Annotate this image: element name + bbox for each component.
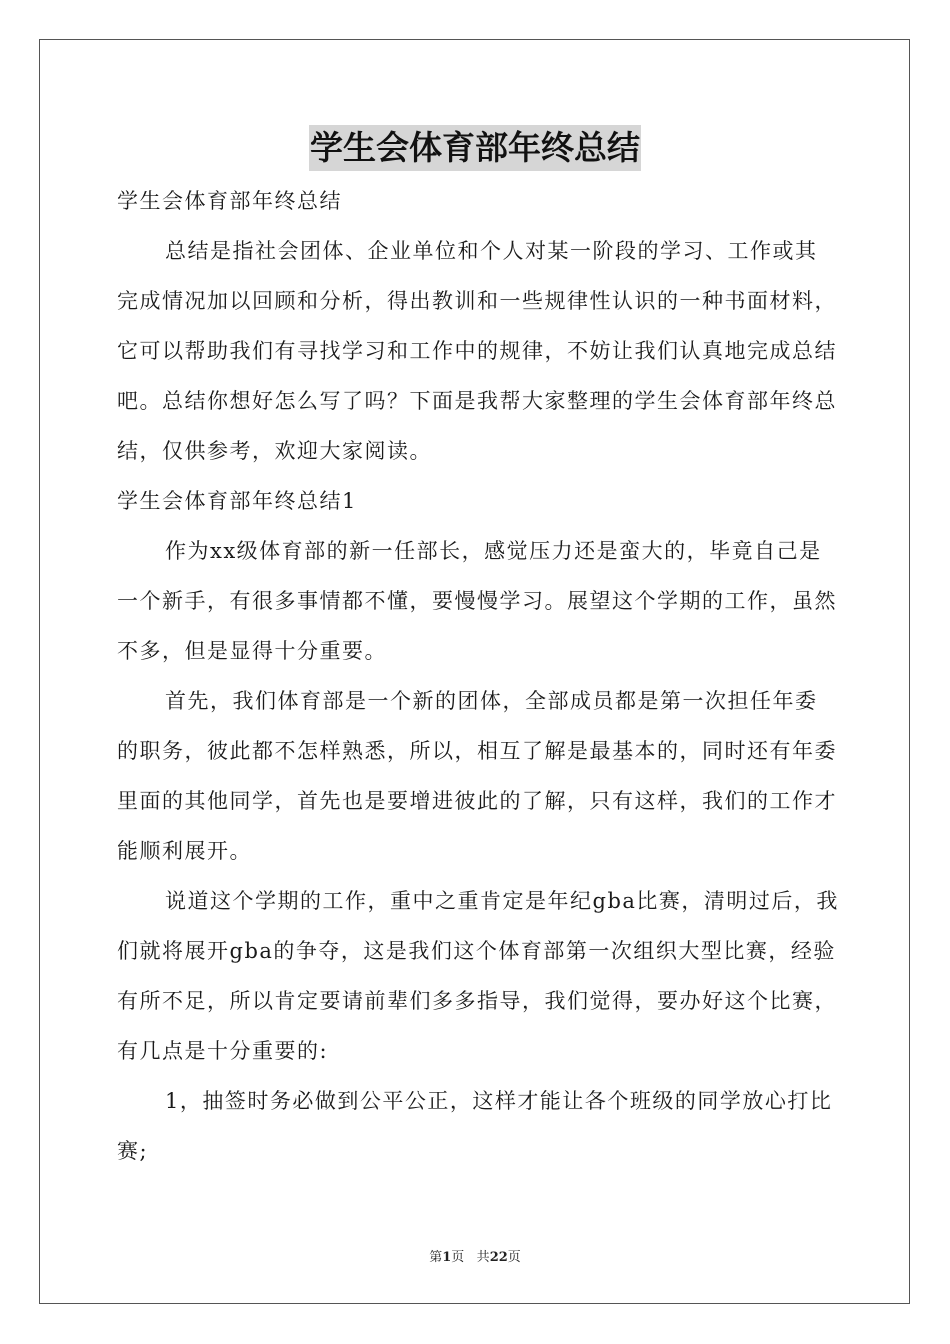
total-pages: 22 [489,1250,508,1265]
page-number: 1 [442,1250,452,1265]
page-prefix: 第 [429,1250,443,1265]
total-suffix: 页 [507,1250,521,1265]
body-paragraph: 首先，我们体育部是一个新的团体，全部成员都是第一次担任年委的职务，彼此都不怎样熟悉，所以，相互了解是最基本的，同时还有年委里面的其他同学，首先也是要增进彼此的了解，只有这样，我们的工作才能顺利展开。 [117,689,837,863]
page-footer [0,1246,950,1265]
document-title: 学生会体育部年终总结 [309,125,641,171]
body-paragraph: 作为xx级体育部的新一任部长，感觉压力还是蛮大的，毕竟自己是一个新手，有很多事情都不懂，要慢慢学习。展望这个学期的工作，虽然不多，但是显得十分重要。 [117,539,837,663]
body-paragraph: 说道这个学期的工作，重中之重肯定是年纪gba比赛，清明过后，我们就将展开gba的争夺，这是我们这个体育部第一次组织大型比赛，经验有所不足，所以肯定要请前辈们多多指导，我们觉得，要办好这个比赛，有几点是十分重要的: [117,889,839,1063]
document-subtitle: 学生会体育部年终总结 [117,189,342,213]
page-suffix: 页 [451,1250,465,1265]
section-heading: 学生会体育部年终总结1 [117,489,357,513]
intro-paragraph: 总结是指社会团体、企业单位和个人对某一阶段的学习、工作或其完成情况加以回顾和分析，得出教训和一些规律性认识的一种书面材料，它可以帮助我们有寻找学习和工作中的规律，不妨让我们认真地完成总结吧。总结你想好怎么写了吗？下面是我帮大家整理的学生会体育部年终总结，仅供参考，欢迎大家阅读。 [117,239,837,463]
total-prefix: 共 [476,1250,490,1265]
title-container [0,125,950,171]
document-body [117,176,839,1176]
body-paragraph: 1，抽签时务必做到公平公正，这样才能让各个班级的同学放心打比赛; [117,1089,833,1163]
